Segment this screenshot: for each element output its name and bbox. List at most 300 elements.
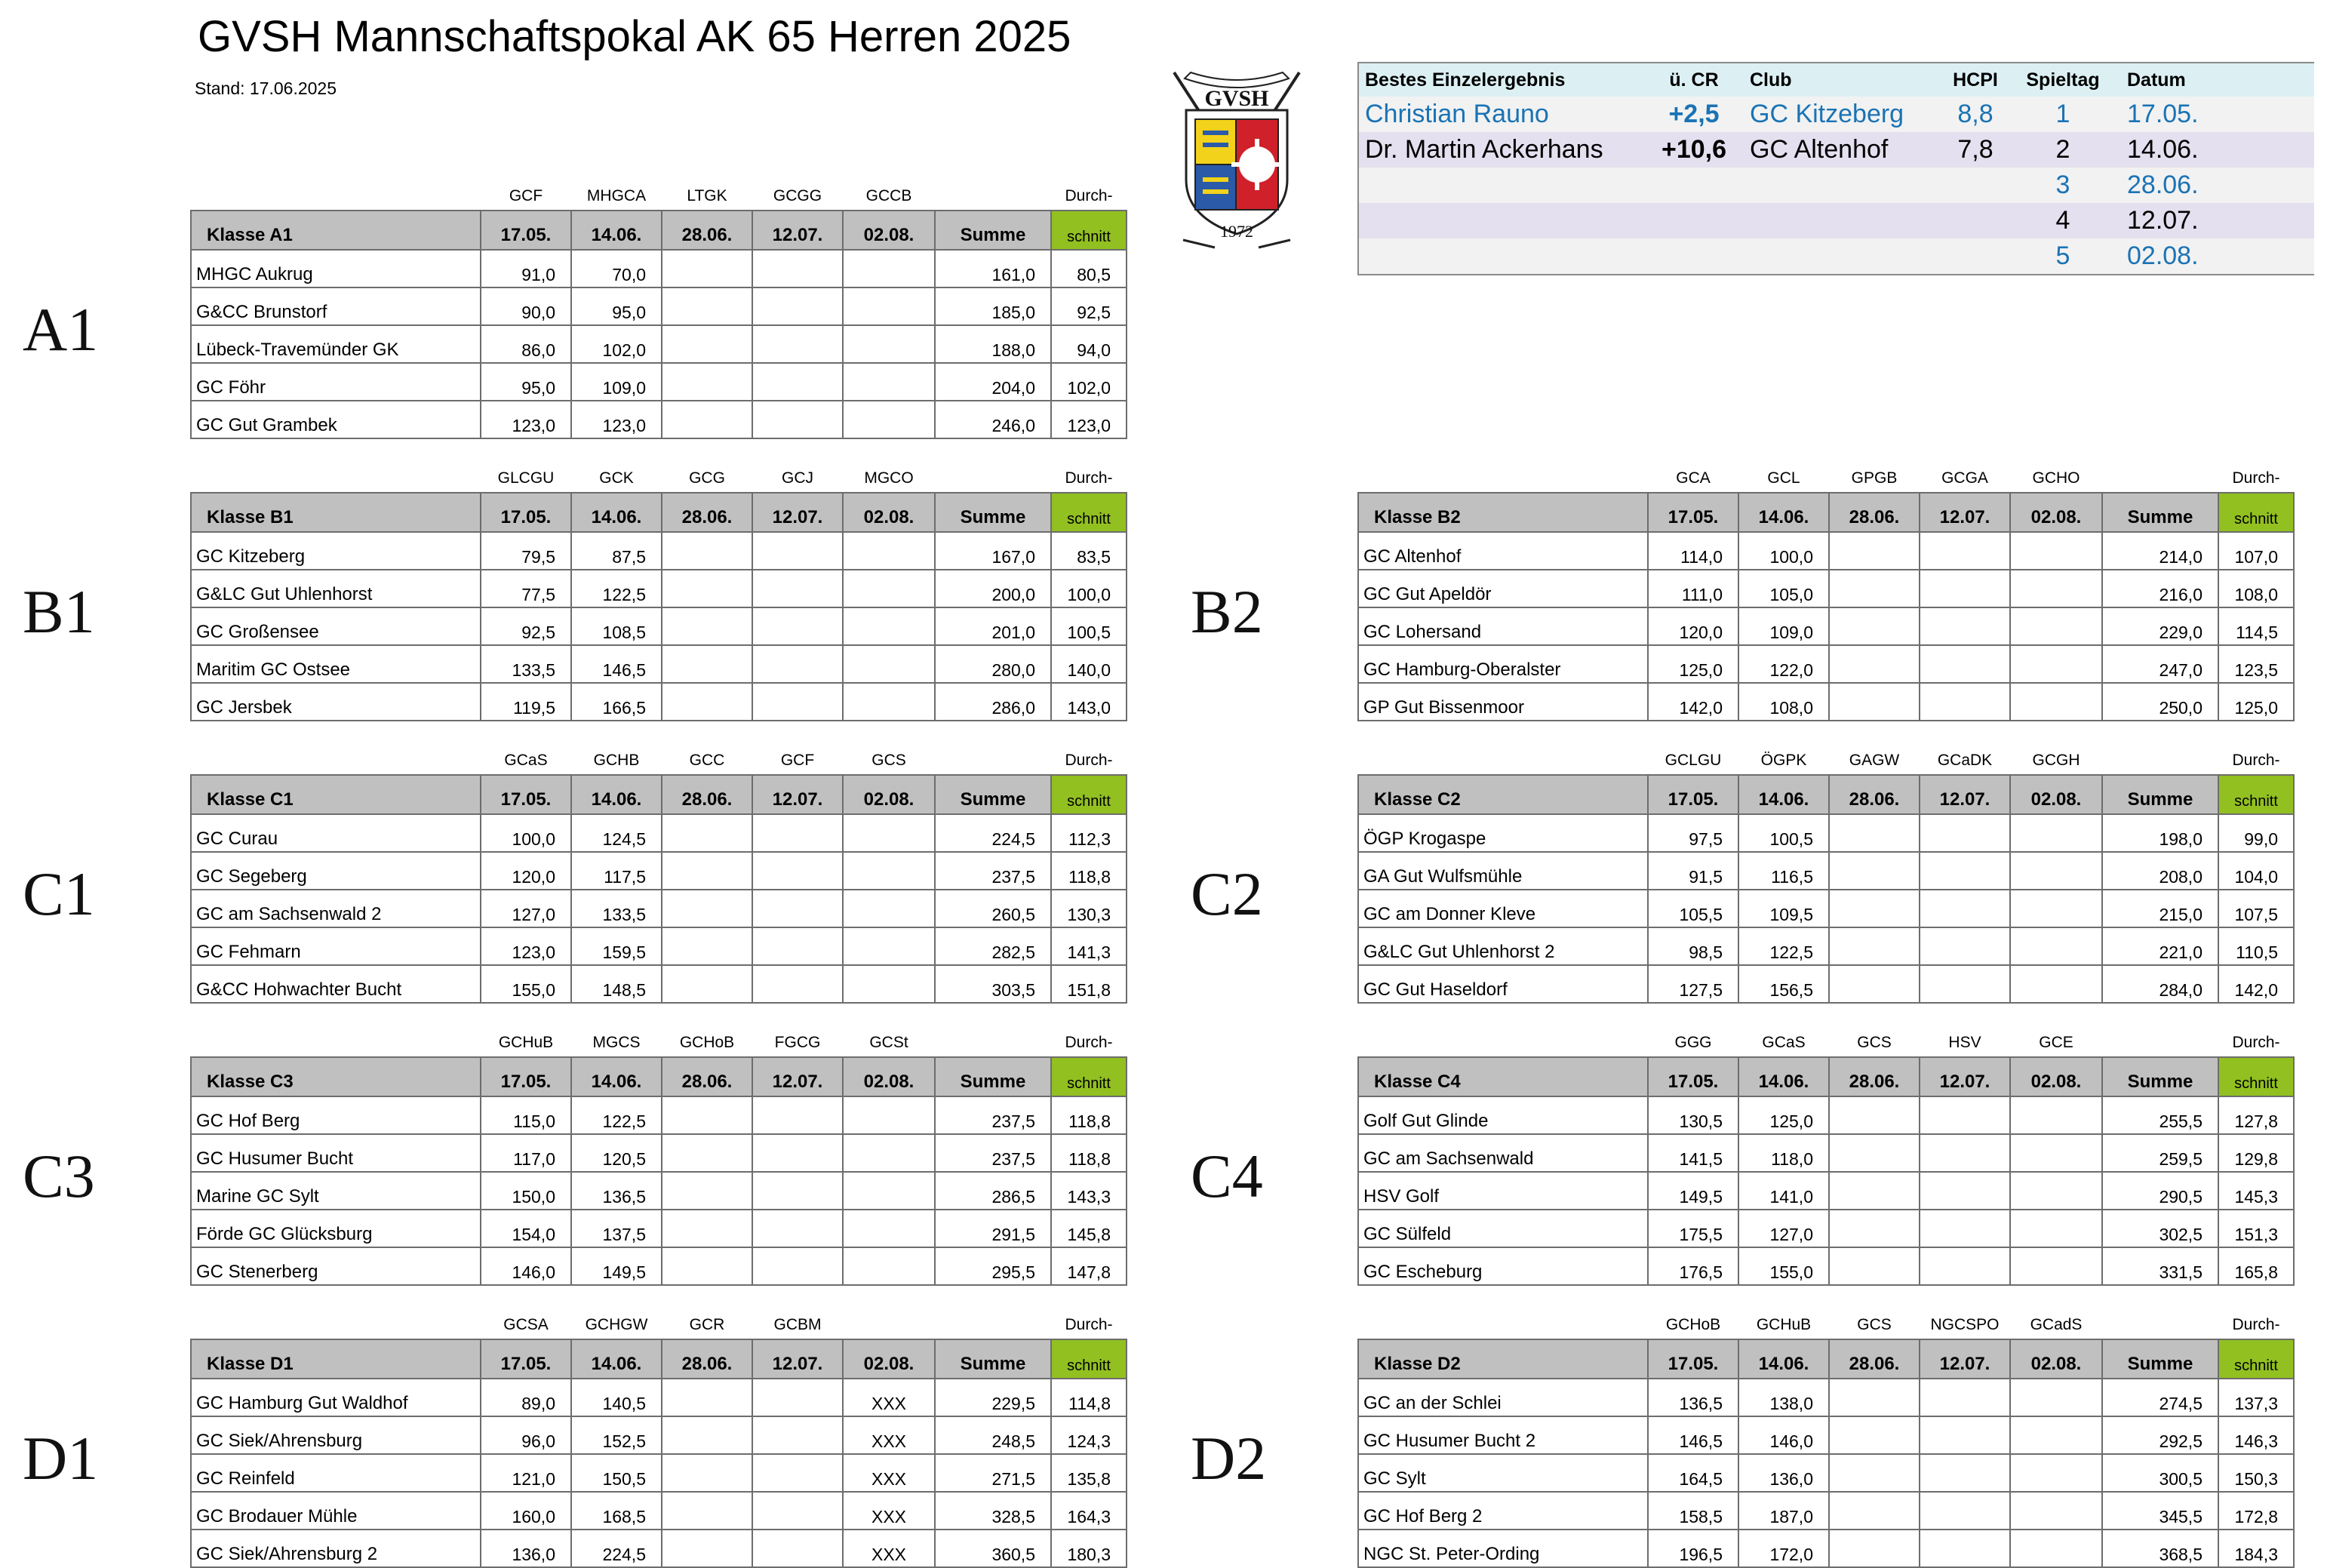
league-table-c1 <box>190 739 1127 1004</box>
sum-cell: 295,5 <box>935 1247 1051 1285</box>
score-cell <box>1920 570 2010 607</box>
sum-cell: 250,0 <box>2102 683 2218 721</box>
sum-cell: 280,0 <box>935 645 1051 683</box>
score-cell <box>1920 683 2010 721</box>
score-cell <box>1920 814 2010 852</box>
avg-cell: 94,0 <box>1051 325 1127 363</box>
spacer <box>191 175 481 211</box>
table-row <box>1358 1172 2294 1210</box>
header-bestes-einzelergebnis: Bestes Einzelergebnis <box>1359 63 1644 97</box>
sum-cell: 221,0 <box>2102 927 2218 965</box>
score-cell <box>843 852 935 890</box>
score-cell <box>1829 645 1920 683</box>
score-cell <box>1829 1096 1920 1134</box>
date-header: 17.05. <box>1648 1057 1738 1096</box>
score-cell <box>2010 965 2102 1003</box>
avg-header-bottom: schnitt <box>1051 775 1127 814</box>
sum-cell: 204,0 <box>935 363 1051 401</box>
score-cell <box>843 1096 935 1134</box>
avg-cell: 137,3 <box>2218 1379 2294 1416</box>
team-name: MHGC Aukrug <box>191 250 481 287</box>
score-cell <box>2010 852 2102 890</box>
score-cell <box>2010 1379 2102 1416</box>
avg-cell: 118,8 <box>1051 852 1127 890</box>
class-name: Klasse C2 <box>1358 775 1648 814</box>
best-club: GC Altenhof <box>1744 132 1938 168</box>
table-row <box>191 965 1127 1003</box>
score-cell <box>1920 1454 2010 1492</box>
club-abbreviation: GGG <box>1674 1034 1712 1051</box>
team-name: Maritim GC Ostsee <box>191 645 481 683</box>
avg-cell: 151,3 <box>2218 1210 2294 1247</box>
best-name: Christian Rauno <box>1359 97 1644 132</box>
sum-cell: 286,5 <box>935 1172 1051 1210</box>
best-spieltag: 5 <box>2012 238 2113 274</box>
sum-cell: 271,5 <box>935 1454 1051 1492</box>
avg-header-top: Durch- <box>2232 469 2280 487</box>
score-cell <box>2010 1210 2102 1247</box>
club-abbreviation: GCS <box>1857 1034 1892 1051</box>
team-name: GC Altenhof <box>1358 532 1648 570</box>
date-header: 12.07. <box>1920 1339 2010 1379</box>
avg-header-bottom: schnitt <box>1051 1339 1127 1379</box>
club-abbreviation: GCHoB <box>679 1034 735 1051</box>
sum-cell: 161,0 <box>935 250 1051 287</box>
score-cell <box>662 1379 752 1416</box>
score-cell: 122,5 <box>571 570 662 607</box>
spacer <box>191 1022 481 1057</box>
date-header: 28.06. <box>662 1057 752 1096</box>
score-cell <box>843 1134 935 1172</box>
table-row <box>191 1134 1127 1172</box>
avg-header-top: Durch- <box>1065 1034 1113 1051</box>
class-name: Klasse A1 <box>191 211 481 250</box>
score-cell <box>843 1172 935 1210</box>
best-datum: 28.06. <box>2113 168 2314 203</box>
spacer <box>1358 457 1648 493</box>
table-row <box>191 1172 1127 1210</box>
date-header: 14.06. <box>571 775 662 814</box>
score-cell <box>1920 1172 2010 1210</box>
table-row <box>1358 927 2294 965</box>
sum-cell: 368,5 <box>2102 1530 2218 1567</box>
score-cell: 79,5 <box>481 532 571 570</box>
score-cell <box>2010 683 2102 721</box>
score-cell <box>1829 1379 1920 1416</box>
date-header: 14.06. <box>1738 1339 1829 1379</box>
score-cell: 136,5 <box>1648 1379 1738 1416</box>
club-abbreviation: GCF <box>780 752 815 769</box>
sum-header: Summe <box>935 493 1051 532</box>
score-cell <box>752 325 843 363</box>
table-row <box>191 1379 1127 1416</box>
score-cell: 122,0 <box>1738 645 1829 683</box>
sum-header: Summe <box>2102 1339 2218 1379</box>
team-name: G&LC Gut Uhlenhorst 2 <box>1358 927 1648 965</box>
date-header: 28.06. <box>662 1339 752 1379</box>
table-row <box>1358 1096 2294 1134</box>
best-cr: +2,5 <box>1644 97 1744 132</box>
page-title: GVSH Mannschaftspokal AK 65 Herren 2025 <box>198 12 1071 61</box>
date-header: 12.07. <box>1920 1057 2010 1096</box>
club-abbreviation: GCHO <box>2032 469 2080 487</box>
team-name: GC Hamburg Gut Waldhof <box>191 1379 481 1416</box>
score-cell: 154,0 <box>481 1210 571 1247</box>
sum-cell: 248,5 <box>935 1416 1051 1454</box>
score-cell: 137,5 <box>571 1210 662 1247</box>
team-name: GC Hof Berg 2 <box>1358 1492 1648 1530</box>
score-cell <box>2010 1492 2102 1530</box>
club-abbreviation: MGCS <box>592 1034 641 1051</box>
sum-cell: 237,5 <box>935 1096 1051 1134</box>
score-cell <box>1920 1492 2010 1530</box>
score-cell <box>1920 1210 2010 1247</box>
date-header: 12.07. <box>752 775 843 814</box>
team-name: GC Hof Berg <box>191 1096 481 1134</box>
score-cell: 91,0 <box>481 250 571 287</box>
date-header: 17.05. <box>1648 493 1738 532</box>
score-cell <box>1829 1134 1920 1172</box>
spacer <box>1358 739 1648 775</box>
header-row <box>191 1339 1127 1379</box>
score-cell: 164,5 <box>1648 1454 1738 1492</box>
spacer <box>2102 457 2218 493</box>
score-cell: 90,0 <box>481 287 571 325</box>
sum-cell: 200,0 <box>935 570 1051 607</box>
best-spieltag: 3 <box>2012 168 2113 203</box>
table-row <box>1358 1416 2294 1454</box>
score-cell: 130,5 <box>1648 1096 1738 1134</box>
avg-cell: 147,8 <box>1051 1247 1127 1285</box>
score-cell: 133,5 <box>481 645 571 683</box>
club-abbreviation-row <box>1358 1022 2294 1057</box>
date-header: 28.06. <box>1829 1339 1920 1379</box>
club-abbreviation: GCF <box>509 187 543 204</box>
sum-cell: 274,5 <box>2102 1379 2218 1416</box>
club-abbreviation: GCS <box>1857 1316 1892 1333</box>
score-cell: 155,0 <box>481 965 571 1003</box>
avg-cell: 141,3 <box>1051 927 1127 965</box>
score-cell <box>1829 1530 1920 1567</box>
team-name: Lübeck-Travemünder GK <box>191 325 481 363</box>
date-header: 02.08. <box>843 1339 935 1379</box>
avg-cell: 140,0 <box>1051 645 1127 683</box>
sum-cell: 328,5 <box>935 1492 1051 1530</box>
best-results-table <box>1357 62 2314 275</box>
table-row <box>191 363 1127 401</box>
class-name: Klasse D2 <box>1358 1339 1648 1379</box>
score-cell: 109,0 <box>571 363 662 401</box>
score-cell <box>1829 570 1920 607</box>
score-cell <box>843 532 935 570</box>
score-cell <box>1920 965 2010 1003</box>
avg-cell: 123,5 <box>2218 645 2294 683</box>
score-cell <box>843 965 935 1003</box>
table-row <box>191 570 1127 607</box>
club-abbreviation: GCS <box>871 752 906 769</box>
score-cell <box>843 1210 935 1247</box>
score-cell: 138,0 <box>1738 1379 1829 1416</box>
score-cell <box>1829 927 1920 965</box>
score-cell <box>1829 890 1920 927</box>
club-abbreviation: GCC <box>689 752 725 769</box>
table-row <box>1358 1210 2294 1247</box>
date-header: 14.06. <box>1738 775 1829 814</box>
club-abbreviation: GCSA <box>503 1316 549 1333</box>
team-name: GC Siek/Ahrensburg 2 <box>191 1530 481 1567</box>
header-row <box>1358 775 2294 814</box>
sum-header: Summe <box>2102 1057 2218 1096</box>
score-cell <box>662 927 752 965</box>
sum-header: Summe <box>2102 493 2218 532</box>
avg-cell: 145,8 <box>1051 1210 1127 1247</box>
score-cell: 111,0 <box>1648 570 1738 607</box>
spacer <box>1358 1022 1648 1057</box>
score-cell <box>1829 1247 1920 1285</box>
team-name: GC Curau <box>191 814 481 852</box>
date-header: 17.05. <box>1648 775 1738 814</box>
club-abbreviation: GCaS <box>1762 1034 1806 1051</box>
club-abbreviation: FGCG <box>774 1034 821 1051</box>
best-cr <box>1644 238 1744 274</box>
team-name: NGC St. Peter-Ording <box>1358 1530 1648 1567</box>
score-cell <box>662 1416 752 1454</box>
score-cell <box>1920 532 2010 570</box>
avg-header-top: Durch- <box>1065 1316 1113 1333</box>
sum-cell: 300,5 <box>2102 1454 2218 1492</box>
sum-cell: 292,5 <box>2102 1416 2218 1454</box>
score-cell: 224,5 <box>571 1530 662 1567</box>
best-club <box>1744 203 1938 238</box>
club-abbreviation: HSV <box>1948 1034 1981 1051</box>
club-abbreviation: GCG <box>689 469 725 487</box>
score-cell <box>1829 1172 1920 1210</box>
score-cell <box>1920 645 2010 683</box>
header-spieltag: Spieltag <box>2012 63 2113 97</box>
best-club <box>1744 168 1938 203</box>
avg-cell: 184,3 <box>2218 1530 2294 1567</box>
league-label-b2: B2 <box>1191 577 1263 646</box>
score-cell: 92,5 <box>481 607 571 645</box>
score-cell <box>752 1134 843 1172</box>
score-cell <box>1920 1379 2010 1416</box>
avg-header-bottom: schnitt <box>2218 493 2294 532</box>
date-header: 14.06. <box>1738 1057 1829 1096</box>
score-cell <box>662 1247 752 1285</box>
header-row <box>191 493 1127 532</box>
date-header: 17.05. <box>481 211 571 250</box>
team-name: GC Gut Grambek <box>191 401 481 438</box>
score-cell: XXX <box>843 1530 935 1567</box>
score-cell <box>662 1530 752 1567</box>
score-cell: 109,0 <box>1738 607 1829 645</box>
score-cell <box>1920 1530 2010 1567</box>
team-name: HSV Golf <box>1358 1172 1648 1210</box>
score-cell <box>2010 1134 2102 1172</box>
score-cell <box>2010 1454 2102 1492</box>
score-cell <box>662 645 752 683</box>
avg-header-top: Durch- <box>2232 752 2280 769</box>
sum-cell: 198,0 <box>2102 814 2218 852</box>
score-cell <box>1829 814 1920 852</box>
club-abbreviation: LTGK <box>687 187 727 204</box>
table-row <box>191 287 1127 325</box>
club-abbreviation: GCR <box>689 1316 725 1333</box>
date-header: 14.06. <box>571 1057 662 1096</box>
date-header: 02.08. <box>2010 1057 2102 1096</box>
date-header: 12.07. <box>752 493 843 532</box>
sum-cell: 208,0 <box>2102 852 2218 890</box>
score-cell <box>662 1210 752 1247</box>
score-cell: 196,5 <box>1648 1530 1738 1567</box>
avg-cell: 129,8 <box>2218 1134 2294 1172</box>
spacer <box>935 175 1051 211</box>
score-cell <box>662 401 752 438</box>
table-row <box>191 852 1127 890</box>
score-cell <box>1920 1416 2010 1454</box>
score-cell <box>2010 1530 2102 1567</box>
best-spieltag: 4 <box>2012 203 2113 238</box>
score-cell <box>752 1247 843 1285</box>
score-cell: 115,0 <box>481 1096 571 1134</box>
table-row <box>191 607 1127 645</box>
club-abbreviation-row <box>191 1304 1127 1339</box>
club-abbreviation: GCHGW <box>585 1316 648 1333</box>
spacer <box>191 1304 481 1339</box>
avg-cell: 112,3 <box>1051 814 1127 852</box>
team-name: GC Sülfeld <box>1358 1210 1648 1247</box>
sum-cell: 302,5 <box>2102 1210 2218 1247</box>
club-abbreviation: GCHuB <box>1756 1316 1812 1333</box>
score-cell: 150,5 <box>571 1454 662 1492</box>
sum-cell: 229,5 <box>935 1379 1051 1416</box>
table-row <box>191 401 1127 438</box>
score-cell <box>2010 1416 2102 1454</box>
best-name <box>1359 203 1644 238</box>
club-abbreviation: GCLGU <box>1665 752 1722 769</box>
sum-header: Summe <box>2102 775 2218 814</box>
club-abbreviation-row <box>1358 1304 2294 1339</box>
score-cell <box>752 287 843 325</box>
score-cell <box>752 1530 843 1567</box>
avg-header-bottom: schnitt <box>2218 1339 2294 1379</box>
score-cell: 187,0 <box>1738 1492 1829 1530</box>
score-cell: 123,0 <box>571 401 662 438</box>
club-abbreviation: GAGW <box>1849 752 1900 769</box>
team-name: GC Siek/Ahrensburg <box>191 1416 481 1454</box>
score-cell: 102,0 <box>571 325 662 363</box>
score-cell <box>843 607 935 645</box>
score-cell <box>662 325 752 363</box>
sum-cell: 215,0 <box>2102 890 2218 927</box>
score-cell <box>662 890 752 927</box>
club-abbreviation: ÖGPK <box>1760 752 1807 769</box>
table-row <box>1358 1379 2294 1416</box>
score-cell <box>662 1134 752 1172</box>
club-abbreviation: GCadS <box>2030 1316 2083 1333</box>
score-cell <box>662 570 752 607</box>
sum-cell: 282,5 <box>935 927 1051 965</box>
score-cell: 127,0 <box>1738 1210 1829 1247</box>
gvsh-crest-logo <box>1160 66 1313 254</box>
score-cell <box>1920 1247 2010 1285</box>
header-datum: Datum <box>2113 63 2314 97</box>
score-cell: 149,5 <box>1648 1172 1738 1210</box>
date-header: 28.06. <box>662 211 752 250</box>
date-header: 17.05. <box>481 493 571 532</box>
team-name: ÖGP Krogaspe <box>1358 814 1648 852</box>
best-hcpi: 7,8 <box>1938 132 2012 168</box>
table-row <box>1358 890 2294 927</box>
table-row <box>1358 852 2294 890</box>
league-table-b2 <box>1357 457 2295 721</box>
table-row <box>1358 965 2294 1003</box>
club-abbreviation: GCA <box>1676 469 1711 487</box>
score-cell <box>1920 1096 2010 1134</box>
score-cell: 127,0 <box>481 890 571 927</box>
date-header: 28.06. <box>1829 775 1920 814</box>
score-cell: 117,5 <box>571 852 662 890</box>
score-cell <box>662 250 752 287</box>
sum-cell: 237,5 <box>935 1134 1051 1172</box>
club-abbreviation: GCGG <box>773 187 822 204</box>
date-header: 12.07. <box>752 1339 843 1379</box>
table-row <box>1358 1247 2294 1285</box>
header-row <box>191 1057 1127 1096</box>
best-name <box>1359 168 1644 203</box>
best-spieltag: 2 <box>2012 132 2113 168</box>
avg-cell: 100,5 <box>1051 607 1127 645</box>
score-cell: 95,0 <box>571 287 662 325</box>
spacer <box>935 457 1051 493</box>
league-label-a1: A1 <box>23 295 99 364</box>
date-header: 17.05. <box>1648 1339 1738 1379</box>
league-label-c2: C2 <box>1191 859 1263 928</box>
club-abbreviation: GCBM <box>773 1316 822 1333</box>
sum-cell: 286,0 <box>935 683 1051 721</box>
score-cell <box>752 683 843 721</box>
club-abbreviation: GCJ <box>782 469 813 487</box>
best-row <box>1359 203 2314 238</box>
best-hcpi <box>1938 168 2012 203</box>
date-header: 14.06. <box>1738 493 1829 532</box>
class-name: Klasse D1 <box>191 1339 481 1379</box>
club-abbreviation: MHGCA <box>586 187 647 204</box>
score-cell <box>2010 1247 2102 1285</box>
score-cell: 89,0 <box>481 1379 571 1416</box>
table-row <box>1358 1134 2294 1172</box>
score-cell <box>843 1247 935 1285</box>
date-header: 28.06. <box>1829 493 1920 532</box>
spacer <box>191 739 481 775</box>
score-cell <box>2010 607 2102 645</box>
avg-header-top: Durch- <box>2232 1034 2280 1051</box>
score-cell: 176,5 <box>1648 1247 1738 1285</box>
date-header: 28.06. <box>662 493 752 532</box>
avg-cell: 110,5 <box>2218 927 2294 965</box>
score-cell: 127,5 <box>1648 965 1738 1003</box>
score-cell: XXX <box>843 1492 935 1530</box>
club-abbreviation: MGCO <box>864 469 914 487</box>
score-cell: XXX <box>843 1379 935 1416</box>
score-cell: 120,0 <box>481 852 571 890</box>
date-header: 17.05. <box>481 1057 571 1096</box>
score-cell: 125,0 <box>1738 1096 1829 1134</box>
date-header: 28.06. <box>1829 1057 1920 1096</box>
score-cell <box>662 532 752 570</box>
score-cell: 116,5 <box>1738 852 1829 890</box>
avg-cell: 151,8 <box>1051 965 1127 1003</box>
